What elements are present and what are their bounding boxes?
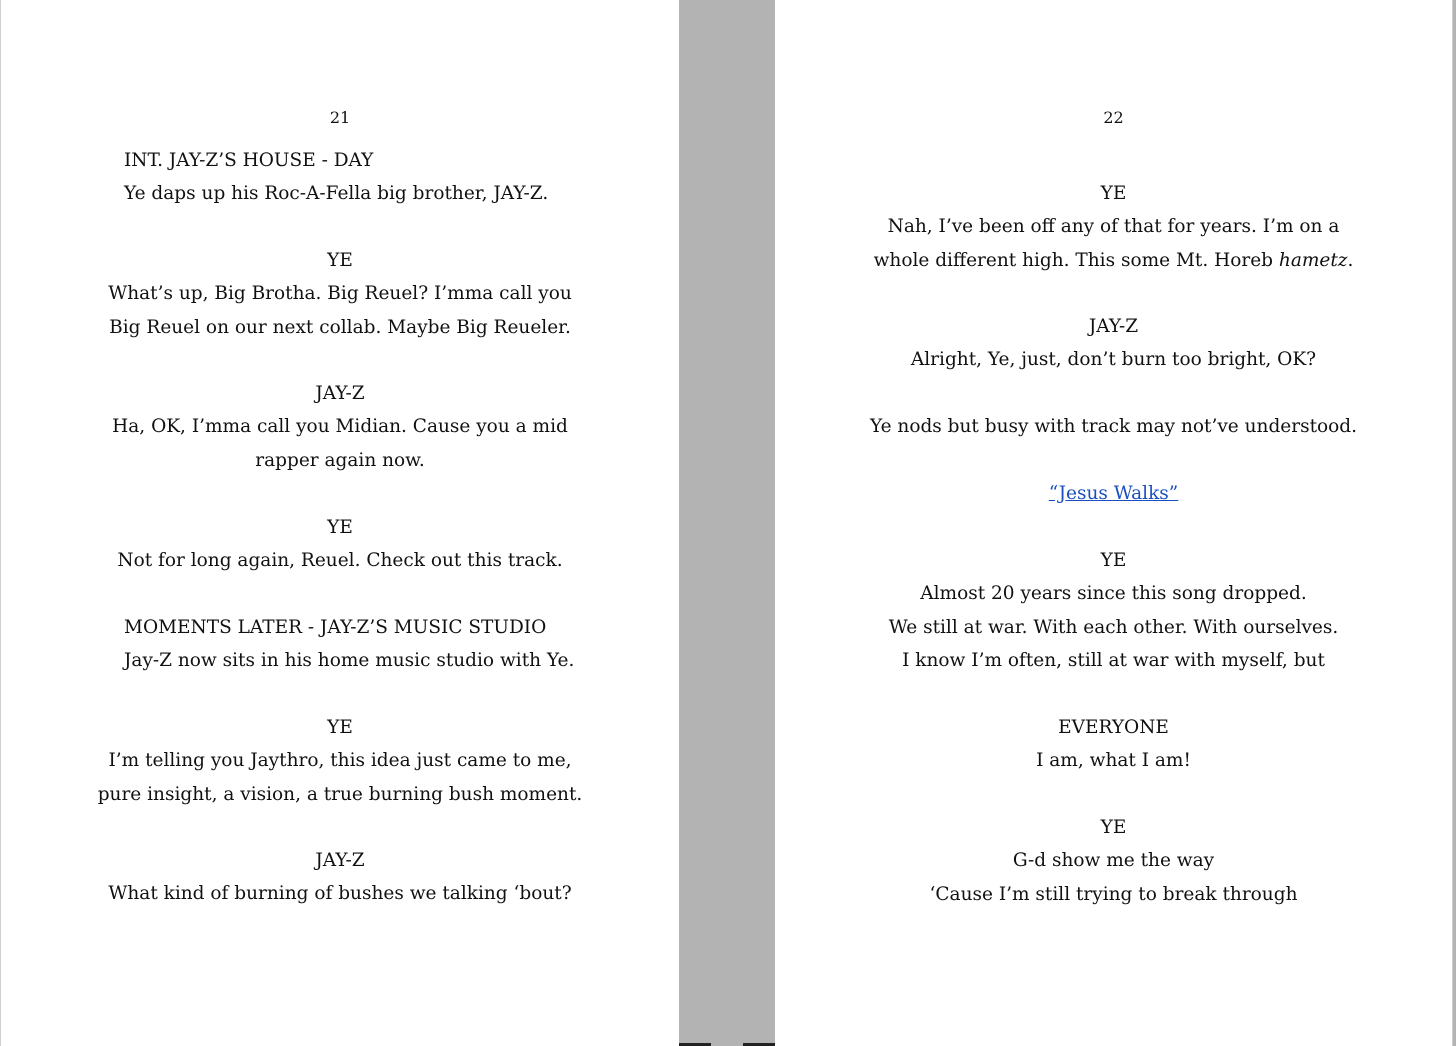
character-name: JAY-Z — [315, 383, 365, 404]
character-name: YE — [327, 717, 353, 738]
scene-heading-block — [124, 144, 644, 211]
dialogue-block — [1, 711, 679, 811]
dialogue-line — [775, 244, 1452, 277]
page-number: 21 — [329, 108, 351, 127]
italic-word: hametz — [1278, 249, 1348, 271]
dialogue-line: Ha, OK, I’mma call you Midian. Cause you a mid — [112, 416, 568, 438]
song-link[interactable]: “Jesus Walks” — [1048, 483, 1179, 504]
dialogue-line: What’s up, Big Brotha. Big Reuel? I’mma call you — [108, 283, 572, 305]
dialogue-block — [1, 844, 679, 911]
scene-heading-block — [124, 611, 644, 678]
character-name: JAY-Z — [315, 850, 365, 871]
action-block — [775, 410, 1452, 443]
dialogue-line: Big Reuel on our next collab. Maybe Big Reueler. — [109, 316, 571, 338]
character-name: YE — [1100, 183, 1127, 204]
dialogue-line: I’m telling you Jaythro, this idea just came to me, — [108, 750, 572, 772]
dialogue-line: Almost 20 years since this song dropped. — [920, 583, 1307, 605]
dialogue-text: whole different high. This some Mt. Horeb — [873, 249, 1274, 271]
dialogue-block — [775, 310, 1452, 377]
dialogue-line: We still at war. With each other. With ourselves. — [888, 616, 1339, 638]
dialogue-line: pure insight, a vision, a true burning bush moment. — [97, 783, 583, 805]
dialogue-line: rapper again now. — [255, 449, 425, 471]
dialogue-block — [775, 544, 1452, 678]
dialogue-line: Nah, I’ve been off any of that for years. I’m on a — [887, 216, 1340, 238]
dialogue-line: Alright, Ye, just, don’t burn too bright, OK? — [910, 349, 1317, 371]
dialogue-block — [775, 711, 1452, 778]
character-name: JAY-Z — [1088, 316, 1139, 337]
dialogue-line: I know I’m often, still at war with myself, but — [902, 650, 1325, 672]
character-name: YE — [327, 517, 353, 538]
dialogue-line: ‘Cause I’m still trying to break through — [929, 883, 1298, 905]
action-line: Jay-Z now sits in his home music studio with Ye. — [124, 650, 575, 672]
dialogue-line: Not for long again, Reuel. Check out this track. — [117, 550, 563, 572]
dialogue-line: I am, what I am! — [1036, 750, 1191, 772]
scene-heading: MOMENTS LATER - JAY-Z’S MUSIC STUDIO — [124, 617, 547, 638]
character-name: YE — [327, 250, 353, 271]
character-name: YE — [1100, 550, 1127, 571]
dialogue-line: G-d show me the way — [1012, 850, 1215, 872]
character-name: YE — [1100, 817, 1127, 838]
dialogue-block — [775, 811, 1452, 911]
action-line: Ye daps up his Roc-A-Fella big brother, JAY-Z. — [124, 183, 549, 205]
scene-heading: INT. JAY-Z’S HOUSE - DAY — [124, 150, 374, 171]
dialogue-block — [1, 377, 679, 477]
song-link-block — [775, 477, 1452, 510]
dialogue-line: What kind of burning of bushes we talking ‘bout? — [108, 883, 572, 905]
page-number: 22 — [1103, 108, 1124, 127]
dialogue-block — [1, 244, 679, 344]
action-line: Ye nods but busy with track may not’ve understood. — [869, 416, 1358, 437]
punctuation: . — [1347, 249, 1354, 271]
character-name: EVERYONE — [1058, 717, 1169, 738]
dialogue-block — [775, 177, 1452, 277]
page-21 — [0, 0, 679, 1046]
page-22 — [775, 0, 1453, 1046]
dialogue-block — [1, 511, 679, 578]
